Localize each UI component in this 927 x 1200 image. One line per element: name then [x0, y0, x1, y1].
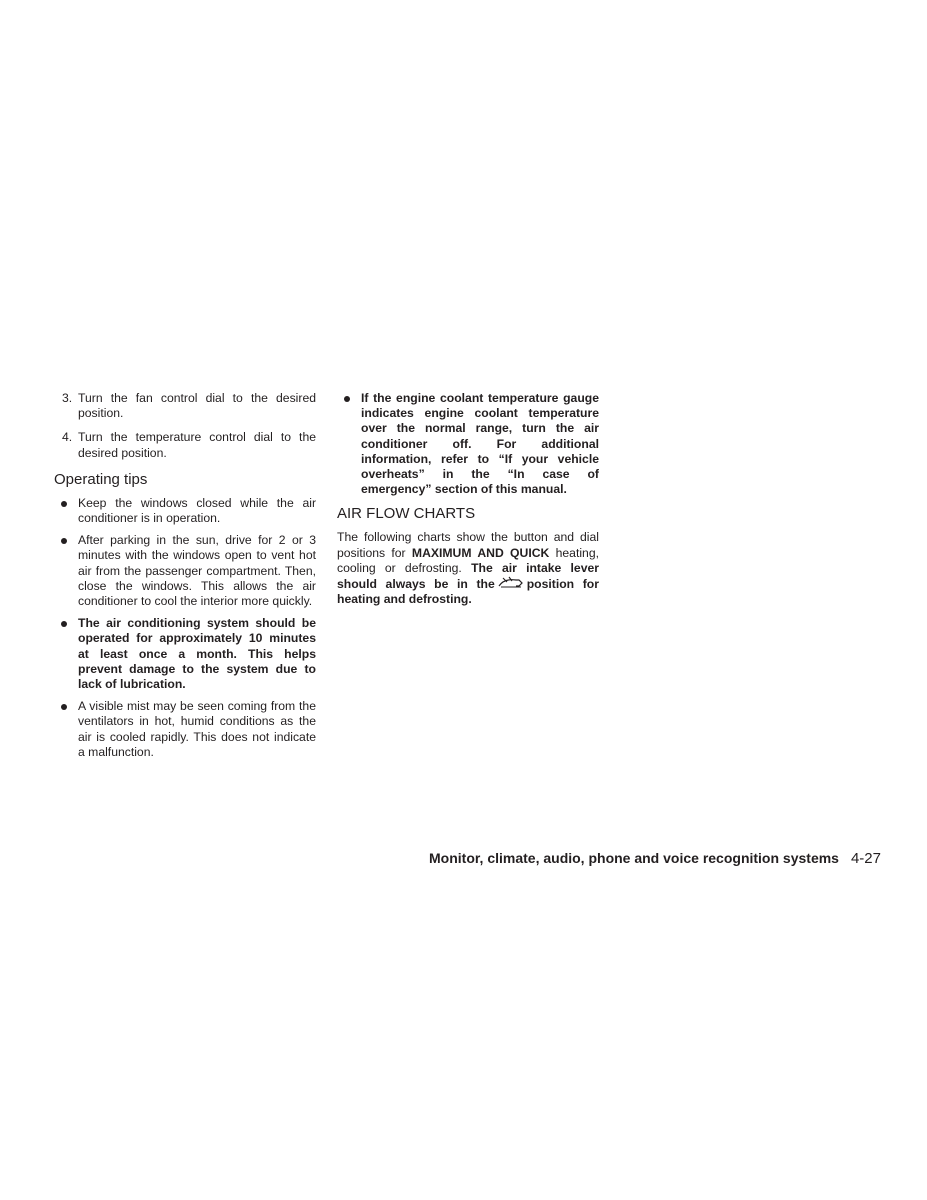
list-item — [54, 699, 316, 760]
left-column — [54, 391, 316, 767]
step-number: 3. — [62, 391, 73, 405]
bullet-icon — [61, 538, 67, 544]
page-number: 4-27 — [850, 850, 881, 867]
warning-list-item — [337, 391, 599, 497]
footer-section-title: Monitor, climate, audio, phone and voice recognition systems — [429, 850, 839, 866]
intro-mid-text: heating, cooling or defrosting. — [337, 545, 599, 575]
list-item — [54, 533, 316, 609]
intro-text: The following charts show the button and dial positions for — [337, 530, 599, 560]
right-column — [337, 391, 599, 607]
bullet-icon — [61, 621, 67, 627]
step-number: 4. — [62, 430, 73, 445]
page-footer — [420, 848, 881, 868]
outside-air-intake-icon — [497, 576, 525, 590]
bullet-icon — [344, 396, 350, 402]
list-item-text: A visible mist may be seen coming from the ventilators in hot, humid conditions as the air is cooled rapidly. This does not indicate a malfunction. — [78, 699, 316, 759]
bullet-icon — [61, 704, 67, 710]
list-item-text: The air conditioning system should be operated for approximately 10 minutes at least once a month. This helps prevent damage to the system due to lack of lubrication. — [78, 616, 316, 692]
list-item-text: Keep the windows closed while the air conditioner is in operation. — [78, 495, 316, 526]
step-4 — [54, 430, 316, 460]
bullet-icon — [61, 501, 67, 507]
intake-note-a: The air intake lever should always be in the — [337, 560, 600, 592]
intake-note-b: position for heating and defrosting. — [337, 577, 599, 607]
list-item — [54, 496, 316, 526]
list-item-important — [54, 616, 316, 692]
step-text: Turn the fan control dial to the desired position. — [78, 391, 316, 421]
section-heading-air-flow-charts: AIR FLOW CHARTS — [337, 505, 476, 523]
intro-bold-text: MAXIMUM AND QUICK — [411, 545, 550, 560]
air-flow-intro-paragraph — [337, 530, 599, 607]
list-item-text: If the engine coolant temperature gauge indicates engine coolant temperature over the normal range, turn the air conditioner off. For additional information, refer to “If your vehicle overheats” in the “In case of emergency” section of this manual. — [361, 391, 599, 497]
step-3 — [54, 391, 316, 421]
list-item-text: After parking in the sun, drive for 2 or 3 minutes with the windows open to vent hot air from the passenger compartment. Then, close the windows. This allows the air conditioner to cool the interior more quickly. — [78, 533, 316, 609]
step-text: Turn the temperature control dial to the desired position. — [78, 430, 316, 460]
section-heading-operating-tips: Operating tips — [54, 470, 148, 488]
